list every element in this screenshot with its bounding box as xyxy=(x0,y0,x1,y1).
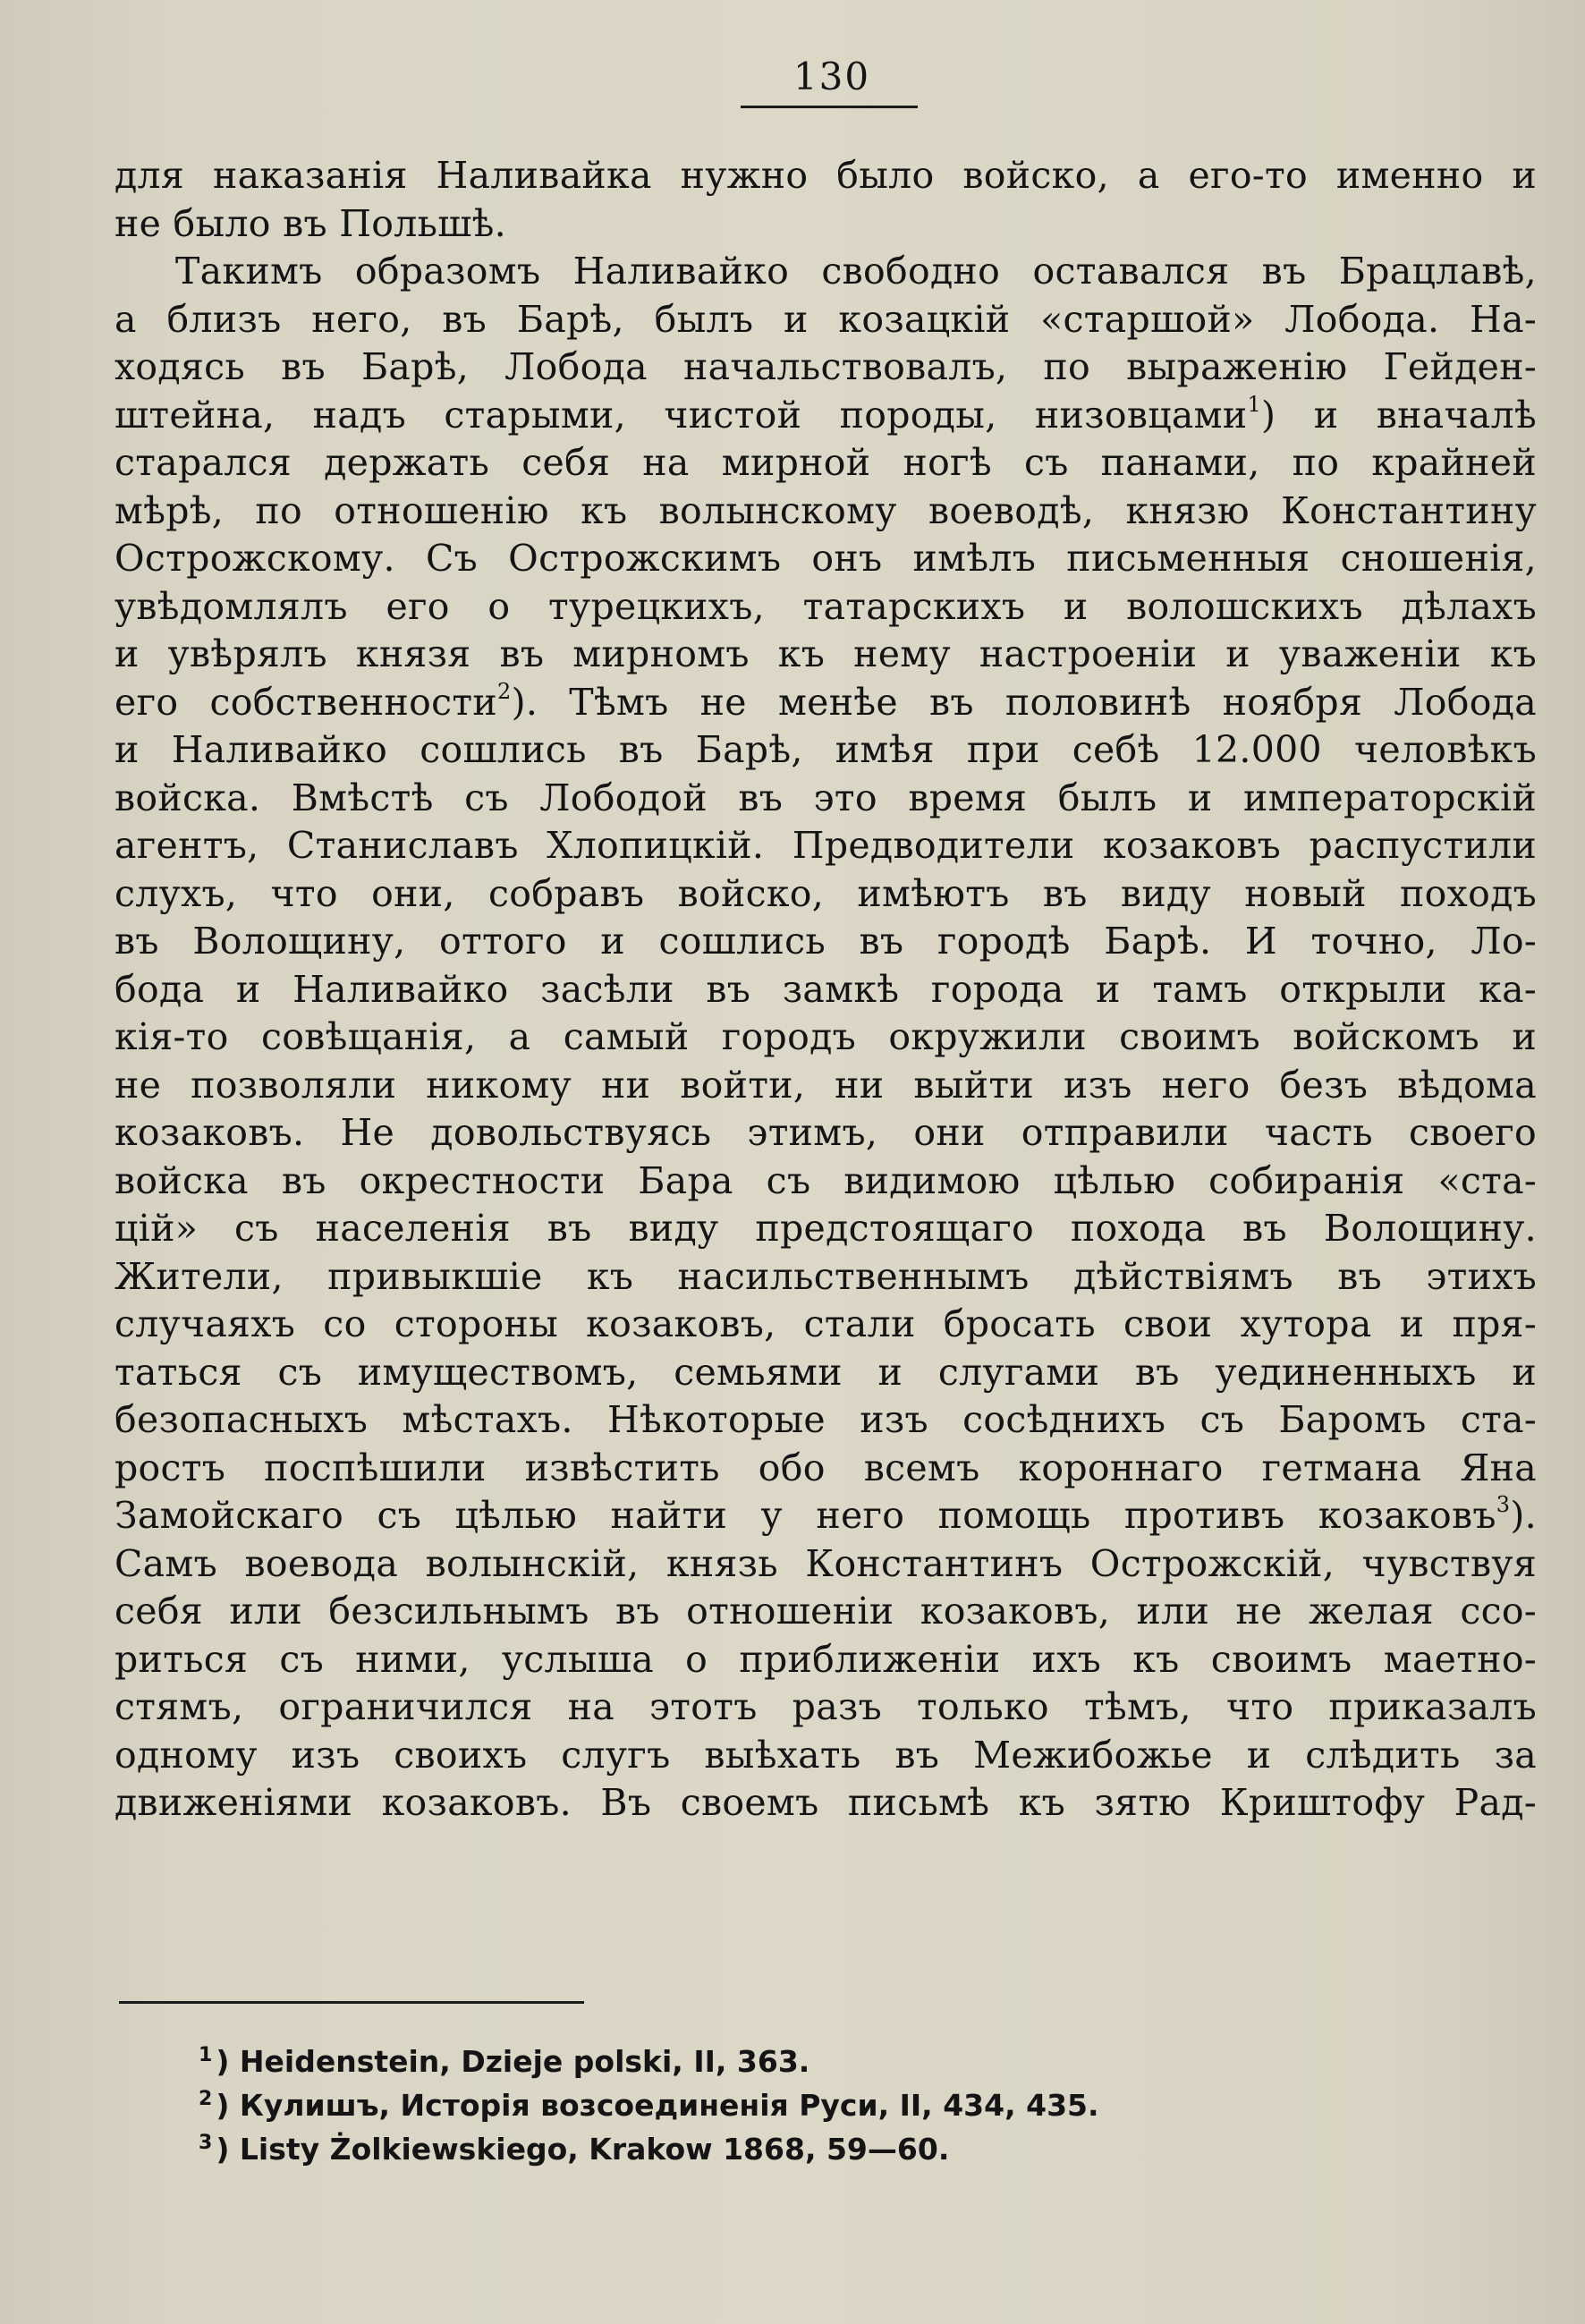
text-line xyxy=(114,966,1537,1014)
text-line-content: и увѣрялъ князя въ мирномъ къ нему настроеніи и уваженіи къ xyxy=(114,632,1537,675)
text-line-content: ростъ поспѣшили извѣстить обо всемъ короннаго гетмана Яна xyxy=(114,1446,1537,1489)
text-line-content: безопасныхъ мѣстахъ. Нѣкоторые изъ сосѣднихъ съ Баромъ ста- xyxy=(114,1398,1537,1441)
text-line-content: Замойскаго съ цѣлью найти у него помощь противъ козаковъ xyxy=(114,1494,1496,1537)
text-line-tail: ) и вначалѣ xyxy=(1261,393,1537,437)
text-line xyxy=(114,439,1537,488)
text-line-content: одному изъ своихъ слугъ выѣхать въ Межибожье и слѣдить за xyxy=(114,1733,1537,1777)
page-number-underline xyxy=(741,106,918,108)
main-text xyxy=(114,152,1537,1828)
text-line-content: мѣрѣ, по отношенію къ волынскому воеводѣ, князю Константину xyxy=(114,488,1537,532)
text-line-content: Острожскому. Съ Острожскимъ онъ имѣлъ письменныя сношенія, xyxy=(114,537,1537,580)
text-line-tail: ). xyxy=(1510,1494,1537,1537)
footnote-reference: 3 xyxy=(1496,1492,1511,1517)
text-line-content: стямъ, ограничился на этотъ разъ только тѣмъ, что приказалъ xyxy=(114,1685,1537,1728)
footnote-item xyxy=(199,2127,1272,2171)
footnote-text: ) Listy Żolkiewskiego, Krakow 1868, 59—60. xyxy=(216,2132,950,2167)
text-line-content: его собственности xyxy=(114,680,497,724)
text-line-content: войска. Вмѣстѣ съ Лободой въ это время былъ и императорскій xyxy=(114,776,1537,819)
text-line-content: штейна, надъ старыми, чистой породы, низовцами xyxy=(114,393,1248,437)
text-line-content: старался держать себя на мирной ногѣ съ панами, по крайней xyxy=(114,441,1537,484)
footnote-mark: 3 xyxy=(199,2132,213,2154)
text-line xyxy=(114,1732,1537,1780)
text-line-content: козаковъ. Не довольствуясь этимъ, они отправили часть своего xyxy=(114,1111,1537,1154)
text-line xyxy=(114,775,1537,823)
text-line-content: Жители, привыкшіе къ насильственнымъ дѣйствіямъ въ этихъ xyxy=(114,1254,1537,1298)
text-line xyxy=(114,392,1537,440)
text-line xyxy=(114,248,1537,296)
text-line xyxy=(114,1684,1537,1732)
text-line xyxy=(114,1636,1537,1684)
text-line xyxy=(114,200,1537,249)
text-line-content: риться съ ними, услыша о приближеніи ихъ къ своимъ маетно- xyxy=(114,1637,1537,1681)
text-line xyxy=(114,1109,1537,1158)
text-line-tail: ). Тѣмъ не менѣе въ половинѣ ноября Лобода xyxy=(511,680,1537,724)
text-line xyxy=(114,1349,1537,1397)
text-line xyxy=(114,1301,1537,1349)
text-line-content: себя или безсильнымъ въ отношеніи козаковъ, или не желая ссо- xyxy=(114,1590,1537,1633)
footnote-reference: 2 xyxy=(496,678,512,704)
text-line-content: въ Волощину, оттого и сошлись въ городѣ Барѣ. И точно, Ло- xyxy=(114,920,1537,963)
text-line xyxy=(114,631,1537,679)
text-line xyxy=(114,726,1537,775)
text-line xyxy=(114,918,1537,966)
page-number: 130 xyxy=(792,55,871,98)
footnotes xyxy=(199,2040,1272,2171)
footnote-item xyxy=(199,2083,1272,2127)
text-line-content: войска въ окрестности Бара съ видимою цѣлью собиранія «ста- xyxy=(114,1158,1537,1202)
text-line xyxy=(114,1540,1537,1589)
text-line-content: а близъ него, въ Барѣ, былъ и козацкій «старшой» Лобода. На- xyxy=(114,297,1537,341)
text-line-content: не было въ Польшѣ. xyxy=(114,201,506,245)
text-line xyxy=(114,1588,1537,1636)
text-line xyxy=(114,1205,1537,1253)
text-line-content: случаяхъ со стороны козаковъ, стали бросать свои хутора и пря- xyxy=(114,1302,1537,1345)
text-line xyxy=(114,344,1537,392)
text-line xyxy=(114,1396,1537,1445)
text-line xyxy=(114,583,1537,632)
text-line xyxy=(114,1779,1537,1828)
text-line xyxy=(114,870,1537,919)
text-line xyxy=(114,1062,1537,1110)
text-line xyxy=(114,1253,1537,1302)
text-line xyxy=(114,1158,1537,1206)
text-line-content: Такимъ образомъ Наливайко свободно оставался въ Брацлавѣ, xyxy=(175,250,1537,293)
footnote-text: ) Кулишъ, Исторія возсоединенія Руси, II, 434, 435. xyxy=(216,2088,1099,2123)
text-line-content: бода и Наливайко засѣли въ замкѣ города и тамъ открыли ка- xyxy=(114,967,1537,1011)
text-line xyxy=(114,1014,1537,1062)
footnote-mark: 2 xyxy=(199,2088,213,2110)
text-line xyxy=(114,488,1537,536)
text-line-content: кія-то совѣщанія, а самый городъ окружили своимъ войскомъ и xyxy=(114,1015,1537,1058)
text-line-content: движеніями козаковъ. Въ своемъ письмѣ къ зятю Криштофу Рад- xyxy=(114,1781,1537,1824)
text-line-content: слухъ, что они, собравъ войско, имѣютъ въ виду новый походъ xyxy=(114,871,1537,915)
footnote-text: ) Heidenstein, Dzieje polski, II, 363. xyxy=(216,2044,810,2079)
text-line-content: агентъ, Станиславъ Хлопицкій. Предводители козаковъ распустили xyxy=(114,824,1537,867)
text-line xyxy=(114,822,1537,870)
text-line-content: ходясь въ Барѣ, Лобода начальствовалъ, по выраженію Гейден- xyxy=(114,345,1537,388)
text-line-content: для наказанія Наливайка нужно было войско, а его-то именно и xyxy=(114,154,1537,197)
text-line xyxy=(114,296,1537,344)
text-line xyxy=(114,1445,1537,1493)
text-line-content: не позволяли никому ни войти, ни выйти изъ него безъ вѣдома xyxy=(114,1063,1537,1107)
text-line-content: и Наливайко сошлись въ Барѣ, имѣя при себѣ 12.000 человѣкъ xyxy=(114,728,1537,771)
text-line xyxy=(114,679,1537,727)
text-line xyxy=(114,152,1537,200)
text-line-content: таться съ имуществомъ, семьями и слугами въ уединенныхъ и xyxy=(114,1350,1537,1394)
footnote-item xyxy=(199,2040,1272,2083)
text-line-content: Самъ воевода волынскій, князь Константинъ Острожскій, чувствуя xyxy=(114,1541,1537,1585)
footnote-separator xyxy=(119,2001,584,2004)
footnote-reference: 1 xyxy=(1247,391,1262,417)
text-line xyxy=(114,535,1537,583)
text-line-content: увѣдомлялъ его о турецкихъ, татарскихъ и волошскихъ дѣлахъ xyxy=(114,584,1537,628)
footnote-mark: 1 xyxy=(199,2044,213,2066)
text-line xyxy=(114,1492,1537,1540)
text-line-content: цій» съ населенія въ виду предстоящаго похода въ Волощину. xyxy=(114,1207,1537,1250)
